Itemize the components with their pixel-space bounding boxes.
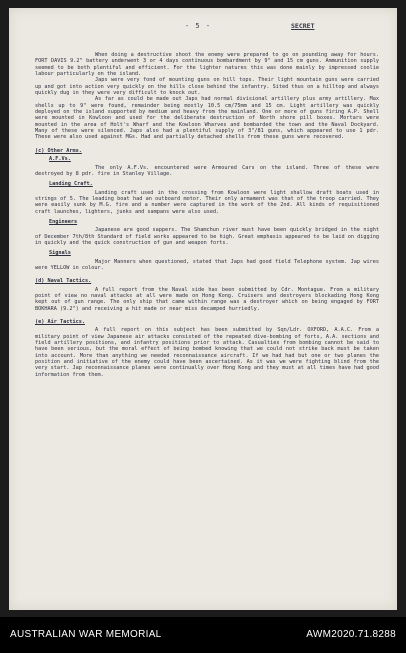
section-heading: (d) Naval Tactics. <box>35 278 92 285</box>
paragraph: A full report from the Naval side has been submitted by Cdr. Montague. From a military point of view no naval attacks at all were made on Hong Kong. Cruisers and destroyers blockading Hong Kong kept out of gun range. The only ship that came within range was a destroyer which on being engaged by FORT BOKHARA (9.2") and receiving a hit made or near miss decamped hurriedly. <box>35 286 379 312</box>
paragraph: Japanese are good sappers. The Shamchun river must have been quickly bridged in the night of December 7th/8th Standard of field works appeared to be high. Great emphasis appeared to be laid on digging in quickly and the quick construction of gun and weapon forts. <box>35 227 379 246</box>
subsection-heading: Engineers <box>49 218 78 225</box>
intro-section <box>35 52 379 141</box>
paragraph: As far as could be made out Japs had normal divisional artillery plus army artillery. Max shells up to 9" were found, remainder being mostly 10.5 cm/75mm and 15 cm. Light artillery was quickly deployed on the island supported by medium and heavy from the mainland. One or more of guns firing A.P. Shell were mounted in Kowloon and used for the deliberate destruction of North shore pill boxes. Mortars were mounted in the area of Holt's Wharf and the Kowloon Wharves and bombarded the town and the Naval Dockyard. Many of these were silenced. Japs also had a plentiful supply of 3"/81 guns, which appeared to use 1 pdr. These were also used against MGs. Had and partially detached shells from these guns were recovered. <box>35 96 379 141</box>
accession-number: AWM2020.71.8288 <box>306 629 396 640</box>
paragraph: Landing craft used in the crossing from Kowloon were light shallow draft boats used in strings of 5. The leading boat had an outboard motor. Their only armament was that of the troop carried. They were easily sunk by M.G. fire and a number were captured in the work of the 2nd. All kinds of requisitioned craft launches, lighters, junks and sampans were also used. <box>35 189 379 215</box>
subsection-heading: Signals <box>49 250 71 257</box>
section-other-arms <box>35 148 379 272</box>
section-air-tactics <box>35 319 379 378</box>
paragraph: When doing a destructive shoot the enemy were prepared to go on pounding away for hours. FORT DAVIS 9.2" battery underwent 3 or 4 days continuous bombardment by 9" and 15 cm guns. Ammunition supply seemed to be both plentiful and efficient. For the lighter natures this was done mainly by impressed coolie labour particularly on the island. <box>35 52 379 78</box>
page-header <box>9 22 397 32</box>
page-number: - 5 - <box>185 22 212 30</box>
subsection-heading: A.F.Vs. <box>49 156 71 163</box>
paragraph: Japs were very fond of mounting guns on hill tops. Their light mountain guns were carried up and got into action very quickly on the hills close behind the infantry. Sited thus on a hilltop and always quickly dug in they were very difficult to knock out. <box>35 77 379 97</box>
archive-footer <box>0 617 406 653</box>
section-naval-tactics <box>35 278 379 312</box>
classification-mark: SECRET <box>291 22 315 30</box>
subsection-heading: Landing Craft. <box>49 181 93 188</box>
document-body <box>35 52 379 381</box>
section-heading: (e) Air Tactics. <box>35 319 85 326</box>
document-page <box>9 8 397 610</box>
institution-label: AUSTRALIAN WAR MEMORIAL <box>10 629 162 640</box>
paragraph: A full report on this subject has been submitted by Sqn/Ldr. OXFORD, A.A.C. From a military point of view Japanese air attacks consisted of the repeated dive-bombing of forts, A.A. sections and field artillery positions, and infantry positions prior to attack. Casualties from bombing cannot be said to have been serious, but the moral effect of being bombed knowing that we could not strike back must be taken into account. More than anything we needed reconnaissance aircraft. If we had had but one or two planes the position and initiative of the enemy could have been ascertained. As it was we were fighting blind from the very start. Jap reconnaissance planes were continually over Hong Kong and they must at all times have had good information from them. <box>35 327 379 378</box>
section-heading: (c) Other Arms. <box>35 147 82 154</box>
paragraph: The only A.F.Vs. encountered were Armoured Cars on the island. Three of these were destroyed by 8 pdr. fire in Stanley Village. <box>35 164 379 177</box>
paragraph: Major Manners when questioned, stated that Japs had good field Telephone system. Jap wires were YELLOW in colour. <box>35 258 379 271</box>
